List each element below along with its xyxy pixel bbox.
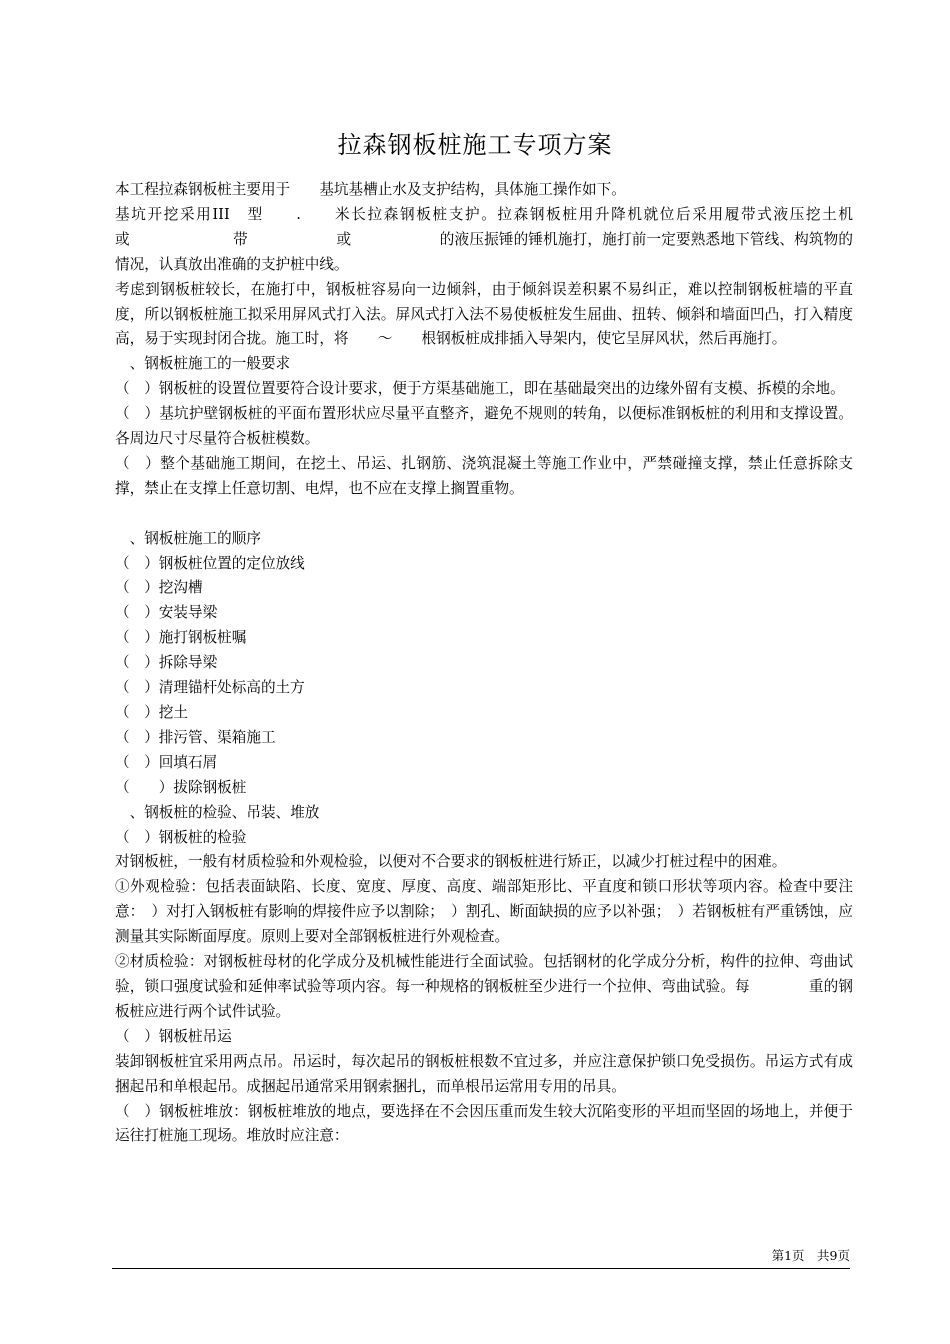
- paragraph-visual-inspection: ①外观检验：包括表面缺陷、长度、宽度、厚度、高度、端部矩形比、平直度和锁口形状等项内容。检查中要注意： ）对打入钢板桩有影响的焊接件应予以割除； ）割孔、断面缺损的应予以补强； ）若钢板桩有严重锈蚀，应测量其实际断面厚度。原则上要对全部钢板桩进行外观检查。: [115, 878, 853, 946]
- paragraph-screen-method: 考虑到钢板桩较长，在施打中，钢板桩容易向一边倾斜，由于倾斜误差积累不易纠正，难以控制钢板桩墙的平直度，所以钢板桩施工拟采用屏风式打入法。屏风式打入法不易使板桩发生屈曲、扭转、倾斜和墙面凹凸，打入精度高，易于实现封闭合拢。施工时，将 ～ 根钢板桩成排插入导架内，使它呈屏风状，然后再施打。: [115, 280, 853, 348]
- paragraph-excavation-method: 基坑开挖采用III 型 . 米长拉森钢板桩支护。拉森钢板桩用升降机就位后采用履带式液压挖土机 或 带 或 的液压振锤的锤机施打，施打前一定要熟悉地下管线、构筑物的情况，认真放出准确的支护桩中线。: [115, 205, 941, 273]
- blank-line: [115, 502, 853, 527]
- paragraph-lifting: 装卸钢板桩宜采用两点吊。吊运时，每次起吊的钢板桩根数不宜过多，并应注意保护锁口免受损伤。吊运方式有成捆起吊和单根起吊。成捆起吊通常采用钢索捆扎，而单根吊运常用专用的吊具。: [115, 1052, 853, 1095]
- document-title: 拉森钢板桩施工专项方案: [337, 131, 613, 159]
- page-number: 第1页 共9页: [771, 1248, 850, 1263]
- list-item: （ ）挖土: [115, 704, 188, 722]
- list-item: （ ）钢板桩位置的定位放线: [115, 554, 305, 572]
- list-item: （ ）拔除钢板桩: [115, 778, 247, 796]
- section-heading-general-requirements: 、钢板桩施工的一般要求: [115, 355, 291, 373]
- paragraph-material-inspection: ②材质检验：对钢板桩母材的化学成分及机械性能进行全面试验。包括钢材的化学成分分析，构件的拉伸、弯曲试验，锁口强度试验和延伸率试验等项内容。每一种规格的钢板桩至少进行一个拉伸、弯曲试验。每 重的钢板桩应进行两个试件试验。: [115, 953, 853, 1020]
- list-item: （ ）拆除导梁: [115, 654, 218, 672]
- list-item: （ ）挖沟槽: [115, 579, 203, 597]
- list-item: （ ）基坑护壁钢板桩的平面布置形状应尽量平直整齐，避免不规则的转角，以便标准钢板桩的利用和支撑设置。各周边尺寸尽量符合板桩模数。: [115, 405, 853, 448]
- paragraph-intro: 本工程拉森钢板桩主要用于 基坑基槽止水及支护结构，具体施工操作如下。: [115, 181, 626, 198]
- document-body: [115, 178, 941, 1149]
- paragraph-inspection-intro: 对钢板桩，一般有材质检验和外观检验，以便对不合要求的钢板桩进行矫正，以减少打桩过程中的困难。: [115, 853, 787, 871]
- list-item: （ ）钢板桩的设置位置要符合设计要求，便于方渠基础施工，即在基础最突出的边缘外留有支模、拆模的余地。: [115, 380, 845, 398]
- list-item: （ ）排污管、渠箱施工: [115, 728, 276, 746]
- footer-divider: [112, 1268, 850, 1269]
- list-item: （ ）施打钢板桩嘱: [115, 629, 247, 647]
- list-item: （ ）安装导梁: [115, 604, 218, 622]
- list-item: （ ）清理锚杆处标高的土方: [115, 679, 305, 697]
- paragraph-stacking: （ ）钢板桩堆放：钢板桩堆放的地点，要选择在不会因压重而发生较大沉陷变形的平坦而坚固的场地上，并便于运往打桩施工现场。堆放时应注意：: [115, 1102, 853, 1145]
- section-heading-inspection: 、钢板桩的检验、吊装、堆放: [115, 803, 320, 821]
- section-heading-construction-sequence: 、钢板桩施工的顺序: [115, 529, 261, 547]
- list-item: （ ）回填石屑: [115, 753, 218, 771]
- list-item: （ ）整个基础施工期间，在挖土、吊运、扎钢筋、浇筑混凝土等施工作业中，严禁碰撞支撑，禁止任意拆除支撑，禁止在支撑上任意切割、电焊，也不应在支撑上搁置重物。: [115, 454, 853, 497]
- subsection-heading-inspection: （ ）钢板桩的检验: [115, 828, 247, 846]
- subsection-heading-lifting: （ ）钢板桩吊运: [115, 1027, 232, 1045]
